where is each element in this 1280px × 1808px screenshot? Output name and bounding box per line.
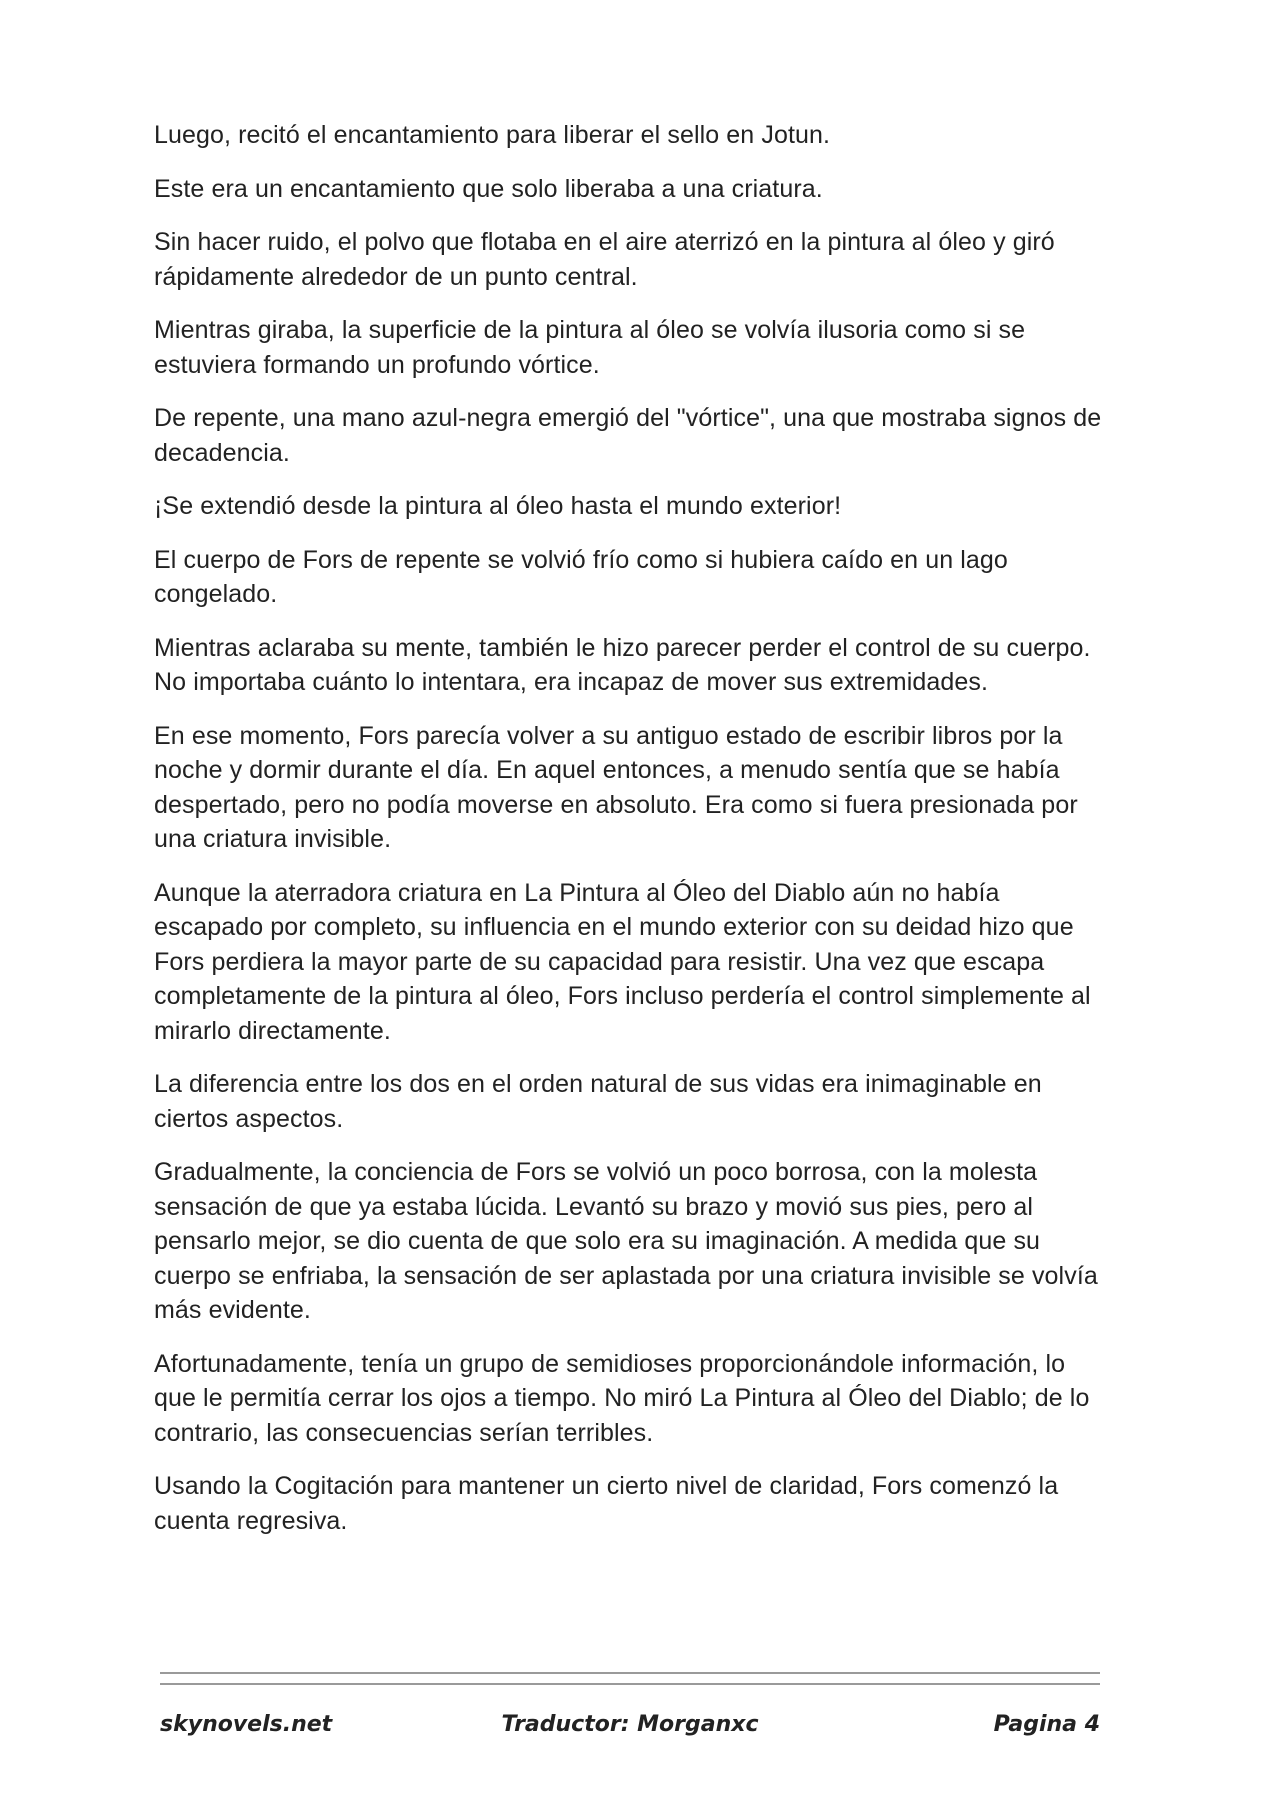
paragraph: ¡Se extendió desde la pintura al óleo hasta el mundo exterior! — [154, 492, 842, 520]
paragraph: En ese momento, Fors parecía volver a su antiguo estado de escribir libros por la noche y dormir durante el día. En aquel entonces, a menudo sentía que se había despertado, pero no podía moverse en absoluto. Era como si fuera presionada por una criatura invisible. — [154, 721, 1078, 853]
paragraph: Afortunadamente, tenía un grupo de semidioses proporcionándole información, lo que le permitía cerrar los ojos a tiempo. No miró La Pintura al Óleo del Diablo; de lo contrario, las consecuencias serían terribles. — [154, 1349, 1090, 1447]
page-footer — [160, 1712, 1100, 1746]
paragraph: Gradualmente, la conciencia de Fors se volvió un poco borrosa, con la molesta sensación de que ya estaba lúcida. Levantó su brazo y movió sus pies, pero al pensarlo mejor, se dio cuenta de que solo era su imaginación. A medida que su cuerpo se enfriaba, la sensación de ser aplastada por una criatura invisible se volvía más evidente. — [154, 1158, 1098, 1324]
paragraph: Luego, recitó el encantamiento para liberar el sello en Jotun. — [154, 121, 831, 149]
footer-translator: Traductor: Morganxc — [501, 1712, 759, 1737]
body-text — [154, 118, 1104, 1557]
paragraph: Mientras aclaraba su mente, también le hizo parecer perder el control de su cuerpo. No importaba cuánto lo intentara, era incapaz de mover sus extremidades. — [154, 633, 1091, 696]
paragraph: Usando la Cogitación para mantener un cierto nivel de claridad, Fors comenzó la cuenta regresiva. — [154, 1472, 1059, 1535]
footer-site: skynovels.net — [160, 1712, 333, 1737]
paragraph: El cuerpo de Fors de repente se volvió frío como si hubiera caído en un lago congelado. — [154, 545, 1008, 608]
paragraph: Aunque la aterradora criatura en La Pintura al Óleo del Diablo aún no había escapado por completo, su influencia en el mundo exterior con su deidad hizo que Fors perdiera la mayor parte de su capacidad para resistir. Una vez que escapa completamente de la pintura al óleo, Fors incluso perdería el control simplemente al mirarlo directamente. — [154, 878, 1091, 1045]
paragraph: La diferencia entre los dos en el orden natural de sus vidas era inimaginable en ciertos aspectos. — [154, 1070, 1042, 1133]
paragraph: Este era un encantamiento que solo liberaba a una criatura. — [154, 174, 823, 203]
footer-divider-top — [160, 1672, 1100, 1674]
paragraph: Sin hacer ruido, el polvo que flotaba en el aire aterrizó en la pintura al óleo y giró rápidamente alrededor de un punto central. — [154, 228, 1055, 291]
footer-page-number: Pagina 4 — [993, 1712, 1100, 1737]
footer-divider-bottom — [160, 1683, 1100, 1685]
paragraph: Mientras giraba, la superficie de la pintura al óleo se volvía ilusoria como si se estuviera formando un profundo vórtice. — [154, 316, 1026, 379]
paragraph: De repente, una mano azul-negra emergió del "vórtice", una que mostraba signos de decadencia. — [154, 404, 1102, 467]
